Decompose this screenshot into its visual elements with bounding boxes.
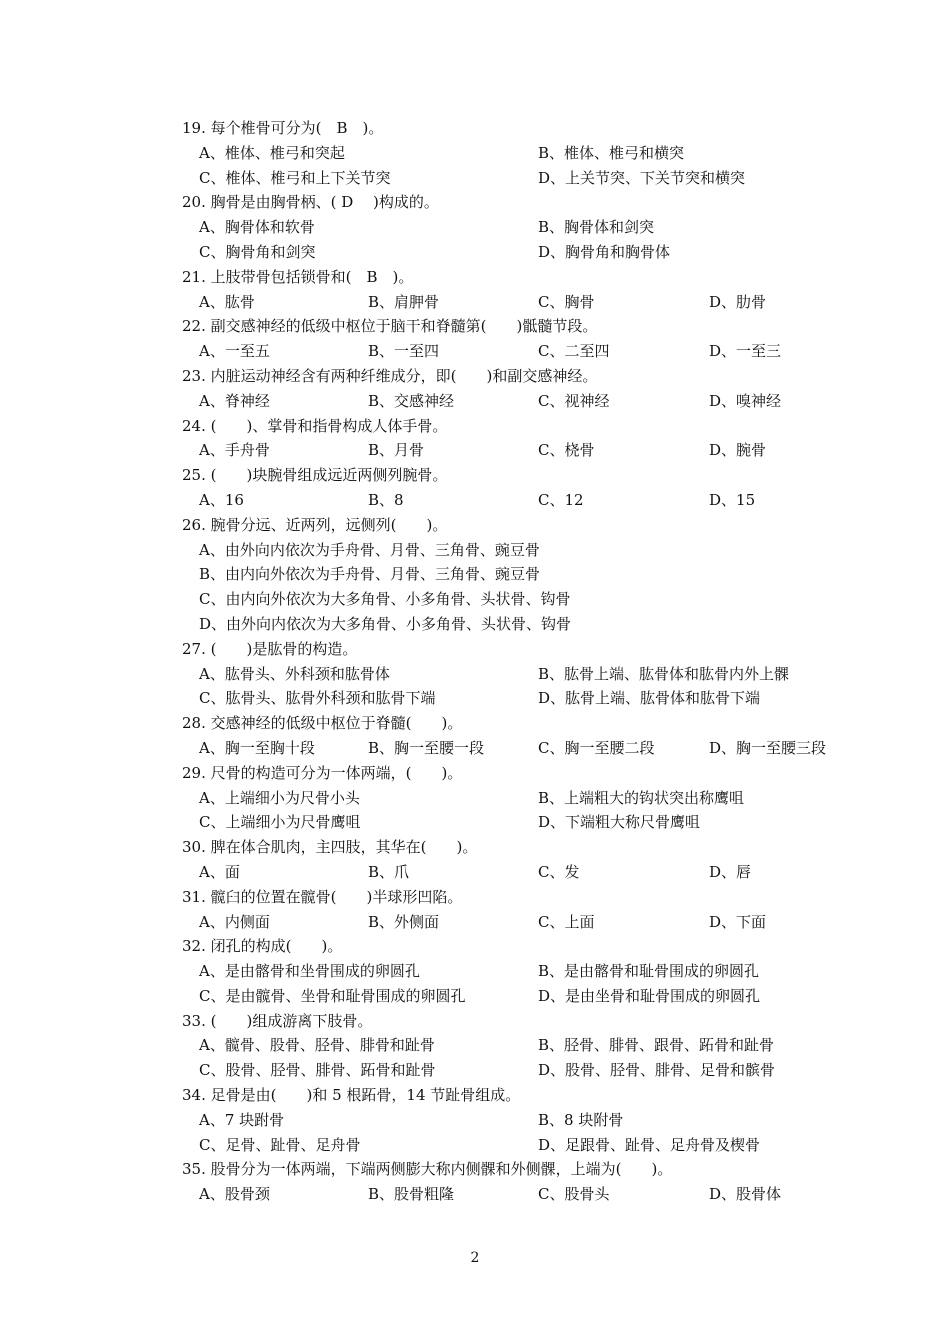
options-row — [182, 389, 862, 414]
option-b: B、交感神经 — [368, 391, 455, 410]
option-c: C、由内向外依次为大多角骨、小多角骨、头状骨、钩骨 — [199, 590, 571, 609]
option-a: A、髋骨、股骨、胫骨、腓骨和趾骨 — [199, 1036, 435, 1055]
option-b: B、股骨粗隆 — [368, 1185, 455, 1204]
options-row — [182, 141, 862, 166]
option-c: C、二至四 — [538, 342, 610, 361]
option-b: B、月骨 — [368, 441, 425, 460]
option-b: B、一至四 — [368, 342, 440, 361]
options-row — [182, 910, 862, 935]
option-a: A、椎体、椎弓和突起 — [199, 143, 345, 162]
option-c: C、视神经 — [538, 391, 610, 410]
option-a: A、股骨颈 — [199, 1185, 270, 1204]
option-d: D、15 — [709, 490, 756, 509]
option-c: C、发 — [538, 862, 580, 881]
option-d: D、股骨、胫骨、腓骨、足骨和髌骨 — [538, 1061, 776, 1080]
question-text: 28. 交感神经的低级中枢位于脊髓( )。 — [182, 714, 463, 733]
option-a: A、一至五 — [199, 342, 270, 361]
option-a: A、胸一至胸十段 — [199, 738, 315, 757]
options-row — [182, 736, 862, 761]
option-c: C、胸骨 — [538, 292, 595, 311]
option-b: B、胸骨体和剑突 — [538, 218, 655, 237]
option-c: C、股骨头 — [538, 1185, 610, 1204]
option-d: D、是由坐骨和耻骨围成的卵圆孔 — [538, 986, 761, 1005]
question-text: 20. 胸骨是由胸骨柄、( D )构成的。 — [182, 193, 439, 212]
question-text: 32. 闭孔的构成( )。 — [182, 937, 343, 956]
option-d: D、由外向内依次为大多角骨、小多角骨、头状骨、钩骨 — [199, 614, 572, 633]
options-row — [182, 662, 862, 687]
option-d: D、足跟骨、趾骨、足舟骨及楔骨 — [538, 1135, 761, 1154]
option-c: C、12 — [538, 490, 584, 509]
question-text: 26. 腕骨分远、近两列，远侧列( )。 — [182, 515, 448, 534]
option-b: B、椎体、椎弓和横突 — [538, 143, 685, 162]
options-row — [182, 1033, 862, 1058]
option-c: C、上面 — [538, 912, 595, 931]
question-text: 24. ( )、掌骨和指骨构成人体手骨。 — [182, 416, 448, 435]
option-c: C、是由髋骨、坐骨和耻骨围成的卵圆孔 — [199, 986, 466, 1005]
options-row — [182, 686, 862, 711]
options-row — [182, 1058, 862, 1083]
option-b: B、由内向外依次为手舟骨、月骨、三角骨、豌豆骨 — [199, 565, 541, 584]
option-a: A、上端细小为尺骨小头 — [199, 788, 360, 807]
option-a: A、内侧面 — [199, 912, 270, 931]
question-list — [182, 116, 862, 1207]
page-number: 2 — [470, 1250, 480, 1266]
options-row — [182, 538, 862, 563]
question-text: 27. ( )是肱骨的构造。 — [182, 639, 358, 658]
option-a: A、面 — [199, 862, 240, 881]
option-b: B、肱骨上端、肱骨体和肱骨内外上髁 — [538, 664, 790, 683]
question-text: 19. 每个椎骨可分为( B )。 — [182, 119, 384, 137]
option-a: A、是由髂骨和坐骨围成的卵圆孔 — [199, 962, 420, 981]
option-d: D、胸骨角和胸骨体 — [538, 242, 671, 261]
option-a: A、脊神经 — [199, 391, 270, 410]
options-row — [182, 786, 862, 811]
options-row — [182, 438, 862, 463]
options-row — [182, 1108, 862, 1133]
options-row — [182, 290, 862, 315]
option-a: A、手舟骨 — [199, 441, 270, 460]
option-a: A、7 块跗骨 — [199, 1110, 285, 1129]
option-b: B、肩胛骨 — [368, 292, 440, 311]
question-text: 22. 副交感神经的低级中枢位于脑干和脊髓第( )骶髓节段。 — [182, 317, 598, 336]
option-d: D、下端粗大称尺骨鹰咀 — [538, 813, 701, 832]
option-c: C、足骨、趾骨、足舟骨 — [199, 1135, 361, 1154]
option-d: D、唇 — [709, 862, 752, 881]
question-text: 29. 尺骨的构造可分为一体两端，( )。 — [182, 763, 463, 782]
options-row — [182, 587, 862, 612]
option-c: C、胸一至腰二段 — [538, 738, 655, 757]
option-d: D、上关节突、下关节突和横突 — [538, 168, 746, 187]
option-c: C、桡骨 — [538, 441, 595, 460]
option-a: A、肱骨头、外科颈和肱骨体 — [199, 664, 390, 683]
options-row — [182, 959, 862, 984]
options-row — [182, 1133, 862, 1158]
options-row — [182, 488, 862, 513]
option-d: D、肱骨上端、肱骨体和肱骨下端 — [538, 689, 761, 708]
option-c: C、股骨、胫骨、腓骨、跖骨和趾骨 — [199, 1061, 436, 1080]
option-b: B、外侧面 — [368, 912, 440, 931]
option-d: D、一至三 — [709, 342, 782, 361]
question-text: 33. ( )组成游离下肢骨。 — [182, 1011, 373, 1030]
option-c: C、胸骨角和剑突 — [199, 242, 316, 261]
option-c: C、上端细小为尺骨鹰咀 — [199, 813, 361, 832]
option-b: B、爪 — [368, 862, 410, 881]
option-d: D、腕骨 — [709, 441, 767, 460]
option-d: D、嗅神经 — [709, 391, 782, 410]
option-b: B、8 — [368, 490, 404, 509]
option-d: D、肋骨 — [709, 292, 767, 311]
options-row — [182, 339, 862, 364]
option-c: C、椎体、椎弓和上下关节突 — [199, 168, 391, 187]
option-a: A、16 — [199, 490, 244, 509]
option-c: C、肱骨头、肱骨外科颈和肱骨下端 — [199, 689, 436, 708]
option-b: B、8 块附骨 — [538, 1110, 624, 1129]
options-row — [182, 215, 862, 240]
question-text: 25. ( )块腕骨组成远近两侧列腕骨。 — [182, 466, 448, 485]
options-row — [182, 612, 862, 637]
option-a: A、胸骨体和软骨 — [199, 218, 315, 237]
question-text: 21. 上肢带骨包括锁骨和( B )。 — [182, 267, 414, 286]
question-text: 35. 股骨分为一体两端，下端两侧膨大称内侧髁和外侧髁，上端为( )。 — [182, 1160, 673, 1179]
question-text: 34. 足骨是由( )和 5 根跖骨，14 节趾骨组成。 — [182, 1086, 521, 1105]
options-row — [182, 810, 862, 835]
option-b: B、是由髂骨和耻骨围成的卵圆孔 — [538, 962, 760, 981]
options-row — [182, 1182, 862, 1207]
options-row — [182, 240, 862, 265]
option-a: A、由外向内依次为手舟骨、月骨、三角骨、豌豆骨 — [199, 540, 540, 559]
options-row — [182, 860, 862, 885]
option-d: D、胸一至腰三段 — [709, 738, 827, 757]
option-d: D、下面 — [709, 912, 767, 931]
option-a: A、肱骨 — [199, 292, 255, 311]
option-b: B、胸一至腰一段 — [368, 738, 485, 757]
question-text: 30. 脾在体合肌肉，主四肢，其华在( )。 — [182, 838, 478, 857]
options-row — [182, 562, 862, 587]
option-d: D、股骨体 — [709, 1185, 782, 1204]
question-text: 23. 内脏运动神经含有两种纤维成分，即( )和副交感神经。 — [182, 366, 598, 385]
option-b: B、上端粗大的钩状突出称鹰咀 — [538, 788, 745, 807]
options-row — [182, 984, 862, 1009]
options-row — [182, 166, 862, 191]
option-b: B、胫骨、腓骨、跟骨、跖骨和趾骨 — [538, 1036, 775, 1055]
question-text: 31. 髋臼的位置在髋骨( )半球形凹陷。 — [182, 887, 463, 906]
